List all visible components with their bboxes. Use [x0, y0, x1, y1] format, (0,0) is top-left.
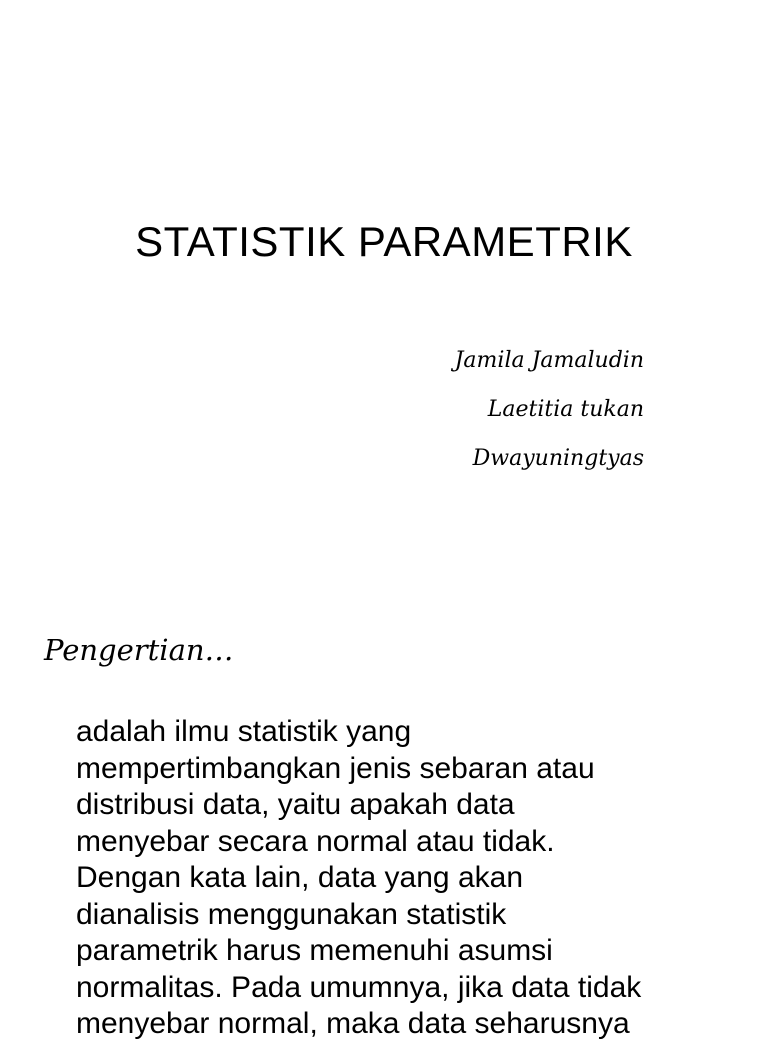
paragraph-line: distribusi data, yaitu apakah data	[76, 788, 515, 821]
author-name: Laetitia tukan	[487, 397, 644, 422]
section-heading: Pengertian…	[44, 633, 234, 667]
definition-paragraph	[76, 714, 736, 1043]
paragraph-line: adalah ilmu statistik yang	[76, 715, 412, 748]
paragraph-line: parametrik harus memenuhi asumsi	[76, 934, 553, 967]
paragraph-line: dianalisis menggunakan statistik	[76, 897, 507, 931]
paragraph-line: menyebar normal, maka data seharusnya	[76, 1007, 630, 1040]
author-name: Dwayuningtyas	[472, 446, 644, 471]
author-list	[455, 336, 644, 483]
paragraph-line: menyebar secara normal atau tidak.	[76, 824, 555, 858]
slide-title: STATISTIK PARAMETRIK	[135, 218, 633, 265]
paragraph-line: normalitas. Pada umumnya, jika data tidak	[76, 970, 642, 1004]
paragraph-line: Dengan kata lain, data yang akan	[76, 861, 523, 894]
paragraph-line: mempertimbangkan jenis sebaran atau	[76, 751, 595, 785]
author-name: Jamila Jamaludin	[454, 348, 644, 373]
